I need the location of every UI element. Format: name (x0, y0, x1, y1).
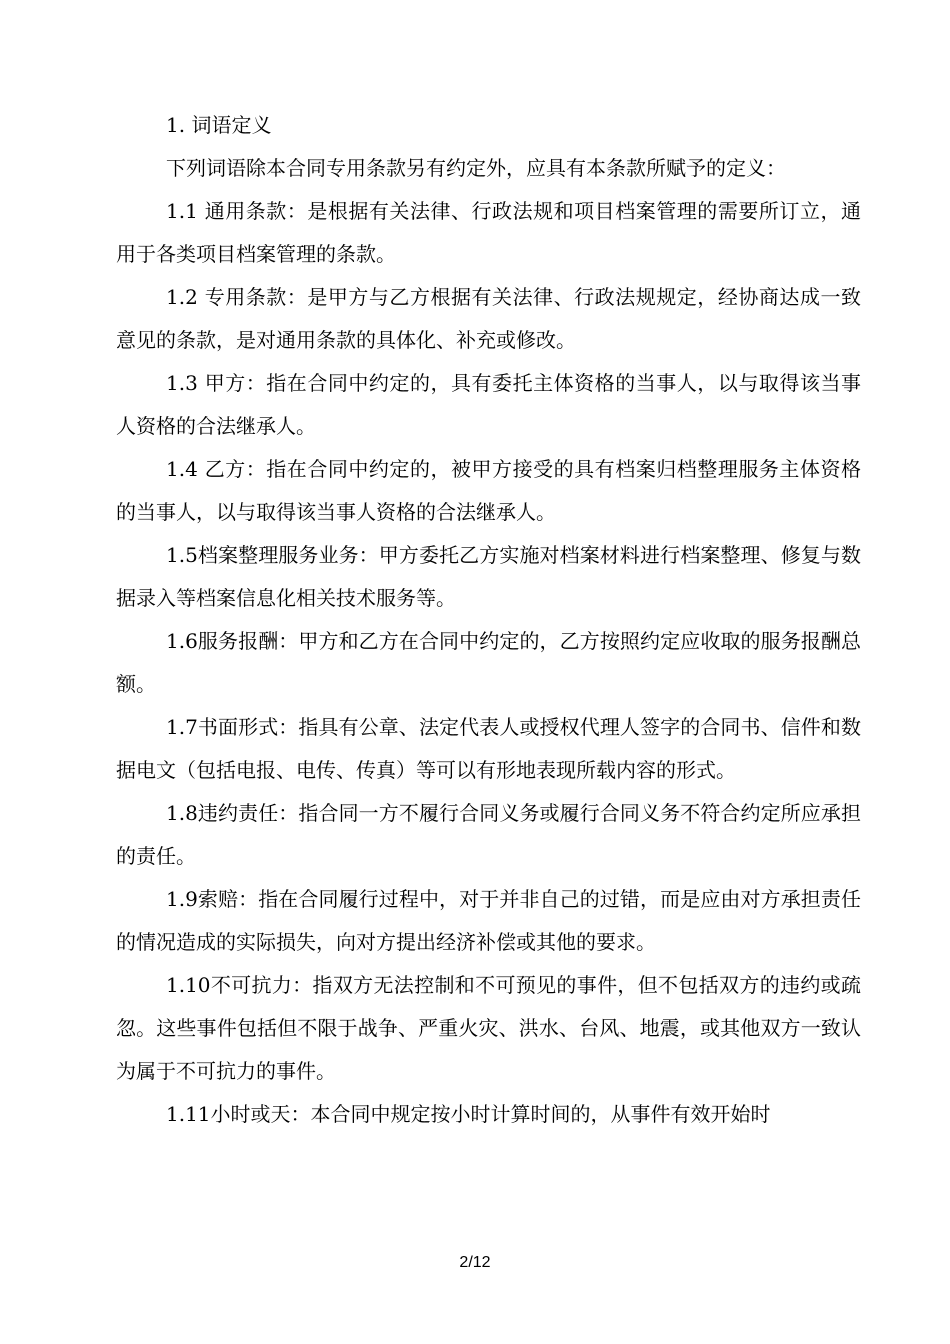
clause-1-11: 1.11小时或天：本合同中规定按小时计算时间的，从事件有效开始时 (166, 1102, 771, 1126)
clause-1-8: 1.8违约责任：指合同一方不履行合同义务或履行合同义务不符合约定所应承担的责任。 (116, 801, 861, 868)
clause-1-6: 1.6服务报酬：甲方和乙方在合同中约定的，乙方按照约定应收取的服务报酬总额。 (116, 629, 861, 696)
clause-1-5: 1.5档案整理服务业务：甲方委托乙方实施对档案材料进行档案整理、修复与数据录入等档案信息化相关技术服务等。 (116, 543, 861, 610)
clause-1-1: 1.1 通用条款：是根据有关法律、行政法规和项目档案管理的需要所订立，通用于各类项目档案管理的条款。 (116, 199, 861, 266)
clause-1-9: 1.9索赔：指在合同履行过程中，对于并非自己的过错，而是应由对方承担责任的情况造成的实际损失，向对方提出经济补偿或其他的要求。 (116, 887, 861, 954)
clause-1-3: 1.3 甲方：指在合同中约定的，具有委托主体资格的当事人，以与取得该当事人资格的合法继承人。 (116, 371, 861, 438)
section-heading: 1. 词语定义 (166, 113, 272, 137)
intro-paragraph: 下列词语除本合同专用条款另有约定外，应具有本条款所赋予的定义： (166, 156, 786, 180)
page-number: 2/12 (459, 1254, 491, 1271)
clause-1-10: 1.10不可抗力：指双方无法控制和不可预见的事件，但不包括双方的违约或疏忽。这些事件包括但不限于战争、严重火灾、洪水、台风、地震，或其他双方一致认为属于不可抗力的事件。 (116, 973, 861, 1083)
document-body (116, 104, 861, 1136)
clause-1-7: 1.7书面形式：指具有公章、法定代表人或授权代理人签字的合同书、信件和数据电文（包括电报、电传、传真）等可以有形地表现所载内容的形式。 (116, 715, 861, 782)
clause-1-4: 1.4 乙方：指在合同中约定的，被甲方接受的具有档案归档整理服务主体资格的当事人，以与取得该当事人资格的合法继承人。 (116, 457, 861, 524)
clause-1-2: 1.2 专用条款：是甲方与乙方根据有关法律、行政法规规定，经协商达成一致意见的条款，是对通用条款的具体化、补充或修改。 (116, 285, 861, 352)
